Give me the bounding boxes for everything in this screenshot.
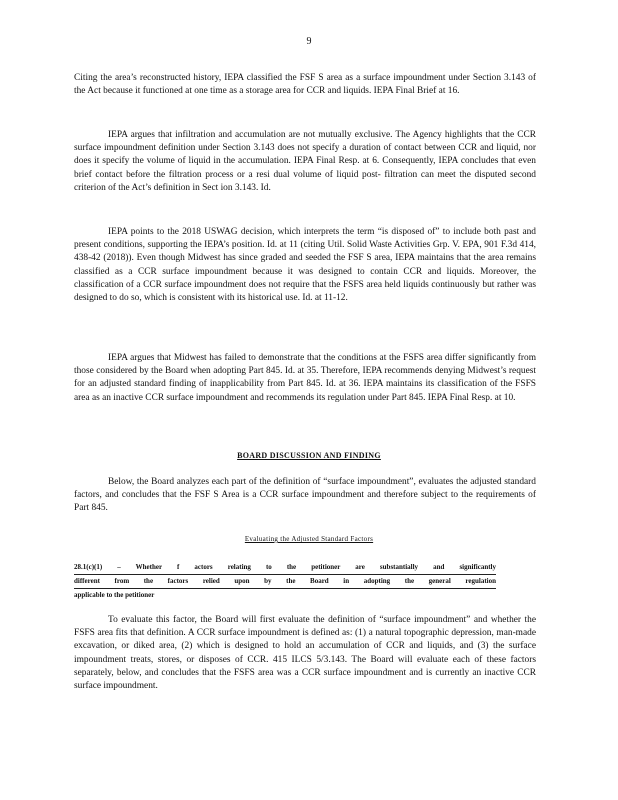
paragraph-board-analyzes: Below, the Board analyzes each part of the definition of “surface impoundment”, evaluates the adjusted standard factors, and concludes that the FSF S Area is a CCR surface impoundment and therefore subject to the requirements of Part 845. — [74, 477, 536, 514]
heading-board-discussion: BOARD DISCUSSION AND FINDING — [237, 451, 381, 460]
paragraph-iepa-classification: Citing the area’s reconstructed history, IEPA classified the FSF S area as a surface impoundment under Section 3.143 of the Act because it functioned at one time as a storage area for CCR and liquids. IEPA Final Brief at 16. — [74, 73, 536, 97]
heading-evaluating-factors: Evaluating the Adjusted Standard Factors — [244, 535, 374, 543]
paragraph-midwest-failed: IEPA argues that Midwest has failed to demonstrate that the conditions at the FSFS area differ significantly from those considered by the Board when adopting Part 845. Id. at 35. Therefore, IEPA recommends denying Midwest’s request for an adjusted standard finding of inapplicability from Part 845. Id. at 36. IEPA maintains its classification of the FSFS area as an inactive CCR surface impoundment and recommends its regulation under Part 845. IEPA Final Resp. at 10. — [74, 353, 536, 403]
paragraph-uswag-decision: IEPA points to the 2018 USWAG decision, which interprets the term “is disposed of” to include both past and present conditions, supporting the IEPA’s position. Id. at 11 (citing Util. Solid Waste Activities Grp. V. EPA, 901 F.3d 414, 438-42 (2018)). Even though Midwest has since graded and seeded the FSF S area, IEPA maintains that the area remains classified as a CCR surface impoundment because it was designed to contain CCR and liquids. Moreover, the classification of a CCR surface impoundment does not require that the FSFS area held liquids continuously but rather was designed to do so, which is consistent with its historical use. Id. at 11-12. — [74, 227, 536, 304]
page-number: 9 — [306, 36, 312, 47]
criterion-line-3: applicable to the petitioner — [74, 591, 155, 599]
criterion-line-2: different from the factors relied upon by the Board in adopting the general regulation — [74, 575, 496, 589]
paragraph-evaluate-factor: To evaluate this factor, the Board will first evaluate the definition of “surface impoundment” and whether the FSFS area fits that definition. A CCR surface impoundment is defined as: (1) a natural topographic depression, man-made excavation, or diked area, (2) which is designed to hold an accumulation of CCR and liquids, and (3) the surface impoundment treats, stores, or disposes of CCR. 415 ILCS 5/3.143. The Board will evaluate each of these factors separately, below, and concludes that the FSFS area was a CCR surface impoundment and is currently an inactive CCR surface impoundment. — [74, 615, 536, 692]
criterion-line-1: 28.1(c)(1) – Whether f actors relating to the petitioner are substantially and significantly — [74, 561, 496, 575]
paragraph-infiltration-accumulation: IEPA argues that infiltration and accumulation are not mutually exclusive. The Agency highlights that the CCR surface impoundment definition under Section 3.143 does not specify a duration of contact between CCR and liquid, nor does it specify the volume of liquid in the accumulation. IEPA Final Resp. at 6. Consequently, IEPA concludes that even brief contact before the filtration process or a resi dual volume of liquid post- filtration can meet the disputed second criterion of the Act’s definition in Sect ion 3.143. Id. — [74, 130, 536, 193]
criterion-heading — [74, 561, 496, 602]
